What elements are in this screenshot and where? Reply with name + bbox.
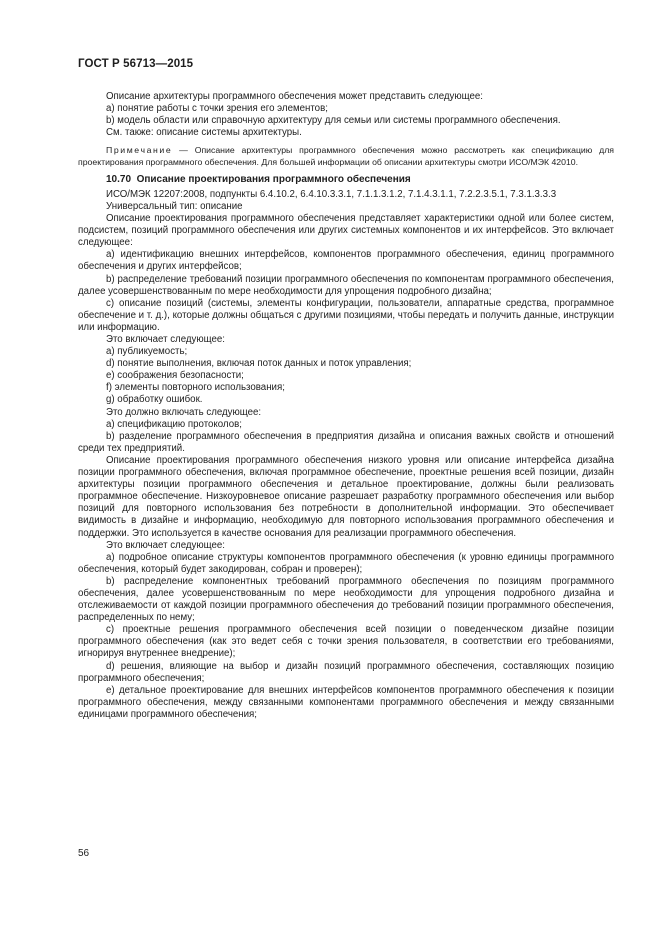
- section-number: 10.70: [106, 173, 132, 185]
- body-paragraph: Это включает следующее:: [106, 539, 225, 551]
- list-item: a) публикуемость;: [106, 346, 188, 358]
- list-item: b) распределение требований позиции программного обеспечения по компонентам программного обеспечения, далее усовершенствованным по мере необходимости для упрощения подробного дизайна;: [78, 273, 614, 297]
- list-item: g) обработку ошибок.: [106, 394, 203, 406]
- section-heading: [78, 174, 614, 186]
- body-paragraph: Это включает следующее:: [106, 334, 225, 345]
- note-text: — Описание архитектуры программного обеспечения можно рассмотреть как спецификацию для проектирования программного обеспечения. Для большей информации об описании архитектуры смотри ИСО/МЭК 42010.: [78, 145, 614, 167]
- intro-paragraph: Описание архитектуры программного обеспечения может представить следующее:: [106, 91, 483, 102]
- body-paragraph: Описание проектирования программного обеспечения представляет характеристики одной или более систем, подсистем, позиций программного обеспечения или других системных компонентов и их интерфейсов. Это включает следующее:: [78, 213, 614, 249]
- list-item: c) описание позиций (системы, элементы конфигурации, пользователи, аппаратные средства, программное обеспечение и т. д.), которые должны общаться с другими позициями, чтобы передать и получить данные, инструкции или информацию.: [78, 297, 614, 333]
- body-paragraph: Это должно включать следующее:: [106, 406, 262, 418]
- list-item: d) решения, влияющие на выбор и дизайн позиций программного обеспечения, составляющих позицию программного обеспечения;: [78, 660, 614, 684]
- intro-list-item: b) модель области или справочную архитектуру для семьи или системы программного обеспечения.: [106, 115, 561, 127]
- note: [78, 145, 614, 167]
- see-also: См. также: описание системы архитектуры.: [106, 127, 302, 139]
- list-item: c) проектные решения программного обеспечения всей позиции о поведенческом дизайне позиции программного обеспечения (как это ведет себя с точки зрения пользователя, в соответствии его требованиями, игнорируя внутреннее внедрение);: [78, 624, 614, 660]
- list-item: d) понятие выполнения, включая поток данных и поток управления;: [106, 358, 412, 370]
- list-item: a) подробное описание структуры компонентов программного обеспечения (к уровню единицы программного обеспечения, который будет закодирован, собран и проверен);: [78, 551, 614, 575]
- intro-list-item: a) понятие работы с точки зрения его элементов;: [106, 103, 328, 115]
- section-title: Описание проектирования программного обеспечения: [136, 173, 411, 185]
- page-number: 56: [78, 848, 90, 859]
- document-header: ГОСТ Р 56713—2015: [78, 58, 194, 70]
- list-item: e) детальное проектирование для внешних интерфейсов компонентов программного обеспечения к позиции программного обеспечения, между связанными компонентами программного обеспечения и между связанными единицами программного обеспечения;: [78, 684, 614, 720]
- list-item: a) спецификацию протоколов;: [106, 418, 242, 430]
- section-source: ИСО/МЭК 12207:2008, подпункты 6.4.10.2, 6.4.10.3.3.1, 7.1.1.3.1.2, 7.1.4.3.1.1, 7.2.2.3.5.1, 7.3.1.3.3.3: [106, 188, 557, 200]
- note-label: Примечание: [106, 145, 173, 156]
- list-item: e) соображения безопасности;: [106, 370, 244, 382]
- list-item: f) элементы повторного использования;: [106, 382, 285, 394]
- section-type: Универсальный тип: описание: [106, 200, 243, 212]
- list-item: a) идентификацию внешних интерфейсов, компонентов программного обеспечения, единиц программного обеспечения и других интерфейсов;: [78, 249, 614, 273]
- list-item: b) разделение программного обеспечения в предприятия дизайна и описания важных свойств и отношений среди тех предприятий.: [78, 430, 614, 454]
- page-content: [78, 91, 614, 721]
- body-paragraph: Описание проектирования программного обеспечения низкого уровня или описание интерфейса дизайна позиции программного обеспечения, включая программное обеспечение, проектные решения всей позиции, дизайн архитектуры позиции программного обеспечения и детальное проектирование, должны были реализовать программное обеспечение. Низкоуровневое описание разрешает разработку программного обеспечения или выбор позиций для повторного использования без потребности в дополнительной информации. Это обеспечивает видимость в дизайне и информацию, необходимую для повторного использования программного обеспечения и поддержки. Это используется в качестве основания для реализации программного обеспечения.: [78, 454, 614, 539]
- list-item: b) распределение компонентных требований программного обеспечения по позициям программного обеспечения, далее усовершенствованным по мере необходимости для упрощения подробного дизайна и отслеживаемости от каждой позиции программного обеспечения до требований позиции программного обеспечения, распределенных по нему;: [78, 575, 614, 624]
